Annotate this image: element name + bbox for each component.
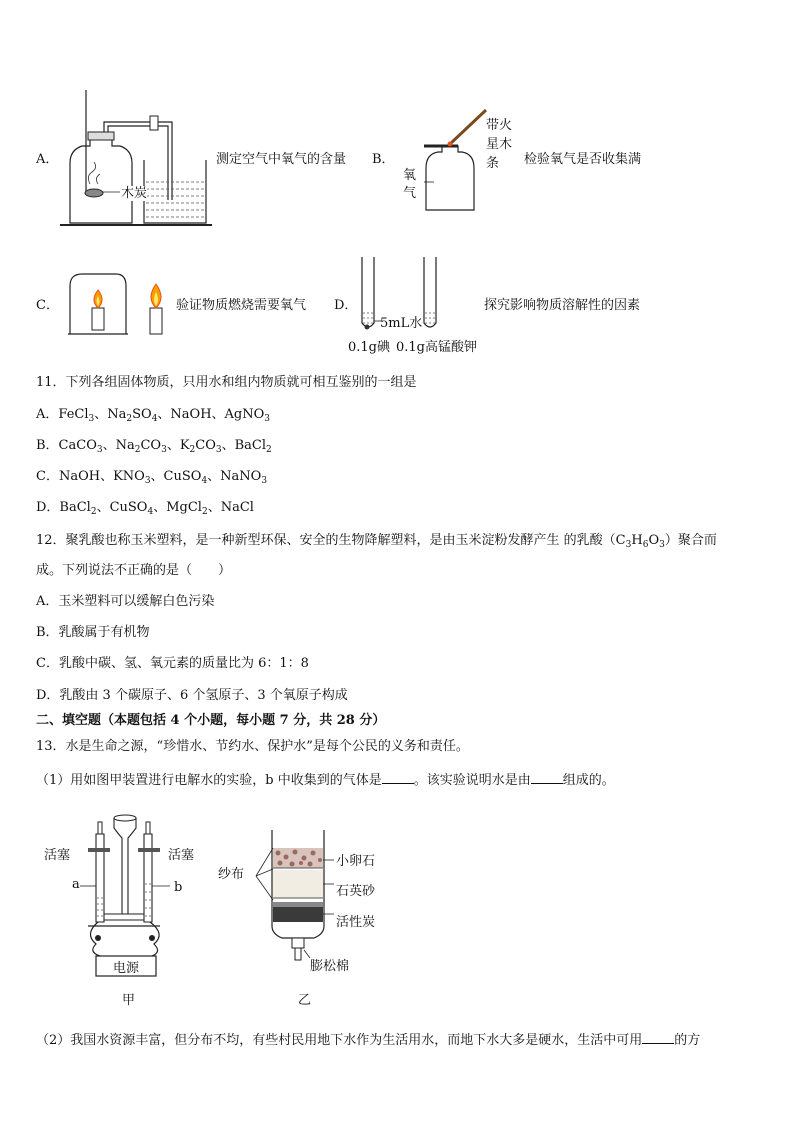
oxygen-test-apparatus — [420, 108, 490, 213]
q12-option-c: C．乳酸中碳、氢、氧元素的质量比为 6：1：8 — [36, 656, 309, 671]
iodine-label: 0.1g碘 — [348, 340, 390, 355]
air-oxygen-apparatus — [60, 88, 220, 233]
q13-stem: 13．水是生命之源，“珍惜水、节约水、保护水”是每个公民的义务和责任。 — [36, 739, 469, 754]
glowing-stick-label-2: 星木 — [486, 137, 513, 152]
q11-option-d: D．BaCl$_2$、CuSO$_4$、MgCl$_2$、NaCl — [36, 500, 254, 517]
section-heading: 二、填空题（本题包括 4 个小题，每小题 7 分，共 28 分） — [36, 713, 386, 728]
q12-option-b: B．乳酸属于有机物 — [36, 625, 150, 640]
option-b-letter: B． — [372, 152, 395, 167]
kmno4-label: 0.1g高锰酸钾 — [396, 340, 477, 355]
cotton-label: 膨松棉 — [310, 959, 350, 974]
quartz-sand-label: 石英砂 — [336, 884, 376, 899]
tube-a-label: a — [72, 877, 80, 892]
q11-stem: 11．下列各组固体物质，只用水和组内物质就可相互鉴别的一组是 — [36, 375, 417, 390]
q13-part1: （1）用如图甲装置进行电解水的实验，b 中收集到的气体是 。该实验说明水是由 组成的。 — [36, 773, 615, 788]
q11-option-a: A．FeCl$_3$、$Na_2SO_4$、NaOH、AgNO$_3$ — [36, 407, 271, 424]
q12-stem-line1: 12．聚乳酸也称玉米塑料，是一种新型环保、安全的生物降解塑料，是由玉米淀粉发酵产生 的乳酸$(C_3H_6O_3)$聚合而 — [36, 533, 717, 550]
option-a-desc: 测定空气中氧气的含量 — [216, 152, 347, 167]
answer-blank-3[interactable] — [642, 1031, 674, 1044]
option-a-letter: A． — [36, 152, 59, 167]
gauze-label: 纱布 — [218, 867, 245, 882]
q11-option-c: C．NaOH、$KNO_3$、CuSO$_4$、NaNO$_3$ — [36, 469, 268, 486]
q13-part2: （2）我国水资源丰富，但分布不均，有些村民用地下水作为生活用水，而地下水大多是硬水，生活中可用 的方 — [36, 1033, 701, 1048]
glowing-stick-label-1: 带火 — [486, 118, 513, 133]
figure-jia-caption: 甲 — [122, 993, 136, 1008]
option-d-desc: 探究影响物质溶解性的因素 — [484, 298, 641, 313]
option-b-desc: 检验氧气是否收集满 — [524, 152, 642, 167]
charcoal-label: 木炭 — [121, 186, 148, 201]
pebble-label: 小卵石 — [336, 854, 376, 869]
left-valve-label: 活塞 — [44, 848, 71, 863]
water-filter-apparatus — [268, 830, 338, 970]
activated-carbon-label: 活性炭 — [336, 915, 376, 930]
option-c-letter: C． — [36, 298, 59, 313]
q12-option-a: A．玉米塑料可以缓解白色污染 — [36, 594, 215, 609]
power-supply-label: 电源 — [113, 961, 140, 976]
candle-experiment — [68, 268, 178, 338]
answer-blank-2[interactable] — [531, 771, 563, 784]
option-c-desc: 验证物质燃烧需要氧气 — [176, 298, 307, 313]
right-valve-label: 活塞 — [168, 848, 195, 863]
answer-blank-1[interactable] — [382, 771, 414, 784]
q11-option-b: B．CaCO$_3$、$Na_2CO_3$、$K_2CO_3$、BaCl$_2$ — [36, 438, 272, 455]
q12-stem-line2: 成。下列说法不正确的是（ ） — [36, 563, 232, 578]
glowing-stick-label-3: 条 — [486, 156, 500, 171]
oxygen-label-2: 气 — [403, 186, 417, 201]
q12-option-d: D．乳酸由 3 个碳原子、6 个氢原子、3 个氧原子构成 — [36, 688, 348, 703]
figure-yi-caption: 乙 — [298, 993, 312, 1008]
electrolysis-apparatus — [74, 814, 194, 984]
water-volume-label: 5mL水 — [380, 316, 423, 331]
oxygen-label-1: 氧 — [403, 168, 417, 183]
tube-b-label: b — [174, 880, 183, 895]
option-d-letter: D． — [334, 298, 358, 313]
